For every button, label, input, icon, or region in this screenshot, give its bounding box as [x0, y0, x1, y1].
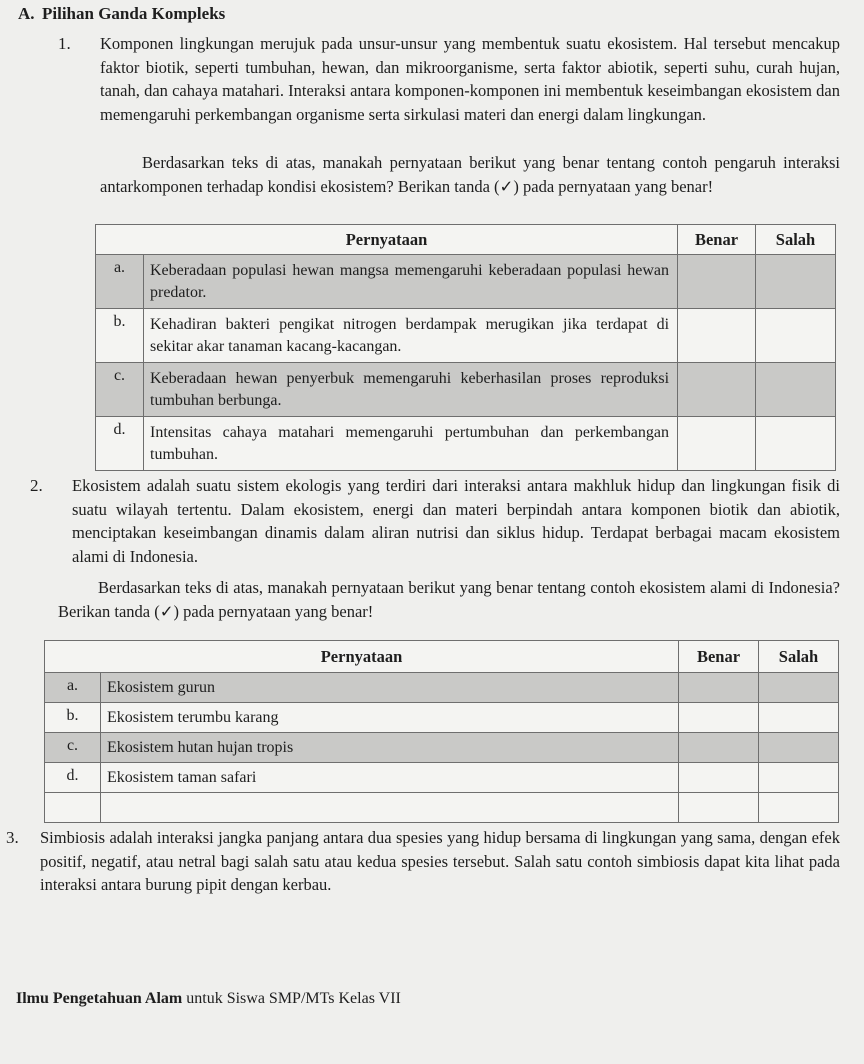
footer-title: Ilmu Pengetahuan Alam — [16, 990, 183, 1007]
table-row — [45, 793, 839, 823]
section-title: Pilihan Ganda Kompleks — [42, 4, 226, 23]
row-letter: d. — [45, 763, 101, 793]
false-answer-box[interactable] — [756, 255, 836, 309]
false-answer-box[interactable] — [759, 703, 839, 733]
true-answer-box[interactable] — [678, 363, 756, 417]
true-answer-box[interactable] — [679, 733, 759, 763]
table-row — [96, 309, 836, 363]
header-false: Salah — [759, 641, 839, 673]
footer-subtitle: untuk Siswa SMP/MTs Kelas VII — [186, 990, 401, 1007]
question-1-number: 1. — [58, 34, 71, 53]
question-2-paragraph-2: Berdasarkan teks di atas, manakah pernyataan berikut yang benar tentang contoh ekosistem alami di Indonesia? Berikan tanda (✓) pada pernyataan yang benar! — [58, 578, 840, 621]
true-answer-box[interactable] — [678, 417, 756, 471]
table-row — [96, 417, 836, 471]
true-answer-box[interactable] — [679, 703, 759, 733]
header-false: Salah — [756, 225, 836, 255]
table-row — [96, 363, 836, 417]
question-1-paragraph-1: Komponen lingkungan merujuk pada unsur-unsur yang membentuk suatu ekosistem. Hal tersebut mencakup faktor biotik, seperti tumbuhan, hewan, dan mikroorganisme, serta faktor abiotik, seperti suhu, curah hujan, tanah, dan cahaya matahari. Interaksi antara komponen-komponen ini membentuk keseimbangan ekosistem dan memengaruhi perkembangan organisme serta sirkulasi materi dan energi dalam lingkungan. — [100, 34, 840, 124]
false-answer-box[interactable] — [759, 673, 839, 703]
true-answer-box[interactable] — [679, 673, 759, 703]
row-statement: Ekosistem terumbu karang — [101, 703, 679, 733]
true-answer-box[interactable] — [678, 309, 756, 363]
false-answer-box[interactable] — [759, 733, 839, 763]
question-3-number: 3. — [6, 828, 19, 847]
table-row — [45, 703, 839, 733]
row-statement: Keberadaan hewan penyerbuk memengaruhi keberhasilan proses reproduksi tumbuhan berbunga. — [144, 363, 678, 417]
section-heading — [18, 4, 225, 24]
question-1-paragraph-2: Berdasarkan teks di atas, manakah pernyataan berikut yang benar tentang contoh pengaruh interaksi antarkomponen terhadap kondisi ekosistem? Berikan tanda (✓) pada pernyataan yang benar! — [100, 153, 840, 196]
row-letter: a. — [45, 673, 101, 703]
table-header-row — [45, 641, 839, 673]
row-letter: c. — [45, 733, 101, 763]
false-answer-box[interactable] — [759, 763, 839, 793]
true-answer-box[interactable] — [679, 793, 759, 823]
true-answer-box[interactable] — [678, 255, 756, 309]
section-letter: A. — [18, 4, 35, 23]
false-answer-box[interactable] — [756, 417, 836, 471]
false-answer-box[interactable] — [759, 793, 839, 823]
row-statement: Keberadaan populasi hewan mangsa memengaruhi keberadaan populasi hewan predator. — [144, 255, 678, 309]
table-row — [45, 763, 839, 793]
row-letter: d. — [96, 417, 144, 471]
row-letter: b. — [45, 703, 101, 733]
question-2-number: 2. — [30, 476, 43, 495]
table-row — [45, 733, 839, 763]
false-answer-box[interactable] — [756, 309, 836, 363]
page-footer — [16, 990, 401, 1008]
row-statement: Intensitas cahaya matahari memengaruhi pertumbuhan dan perkembangan tumbuhan. — [144, 417, 678, 471]
row-statement: Ekosistem gurun — [101, 673, 679, 703]
row-statement: Ekosistem taman safari — [101, 763, 679, 793]
row-statement: Ekosistem hutan hujan tropis — [101, 733, 679, 763]
row-letter: b. — [96, 309, 144, 363]
true-answer-box[interactable] — [679, 763, 759, 793]
question-2-table — [44, 640, 839, 823]
question-3-paragraph-1: Simbiosis adalah interaksi jangka panjang antara dua spesies yang hidup bersama di lingkungan yang sama, dengan efek positif, negatif, atau netral bagi salah satu atau kedua spesies tersebut. Salah satu contoh simbiosis dapat kita lihat pada interaksi antara burung pipit dengan kerbau. — [40, 828, 840, 894]
header-statement: Pernyataan — [96, 225, 678, 255]
table-header-row — [96, 225, 836, 255]
row-statement: Kehadiran bakteri pengikat nitrogen berdampak merugikan jika terdapat di sekitar akar tanaman kacang-kacangan. — [144, 309, 678, 363]
question-2-paragraph-1: Ekosistem adalah suatu sistem ekologis yang terdiri dari interaksi antara makhluk hidup dan lingkungan fisik di suatu wilayah tertentu. Dalam ekosistem, energi dan materi berpindah antara komponen biotik dan abiotik, menciptakan keseimbangan dinamis dalam aliran nutrisi dan siklus hidup. Terdapat berbagai macam ekosistem alami di Indonesia. — [72, 476, 840, 566]
header-true: Benar — [679, 641, 759, 673]
header-statement: Pernyataan — [45, 641, 679, 673]
false-answer-box[interactable] — [756, 363, 836, 417]
row-letter: c. — [96, 363, 144, 417]
header-true: Benar — [678, 225, 756, 255]
row-letter: a. — [96, 255, 144, 309]
table-row — [96, 255, 836, 309]
table-row — [45, 673, 839, 703]
question-1-table — [95, 224, 836, 471]
